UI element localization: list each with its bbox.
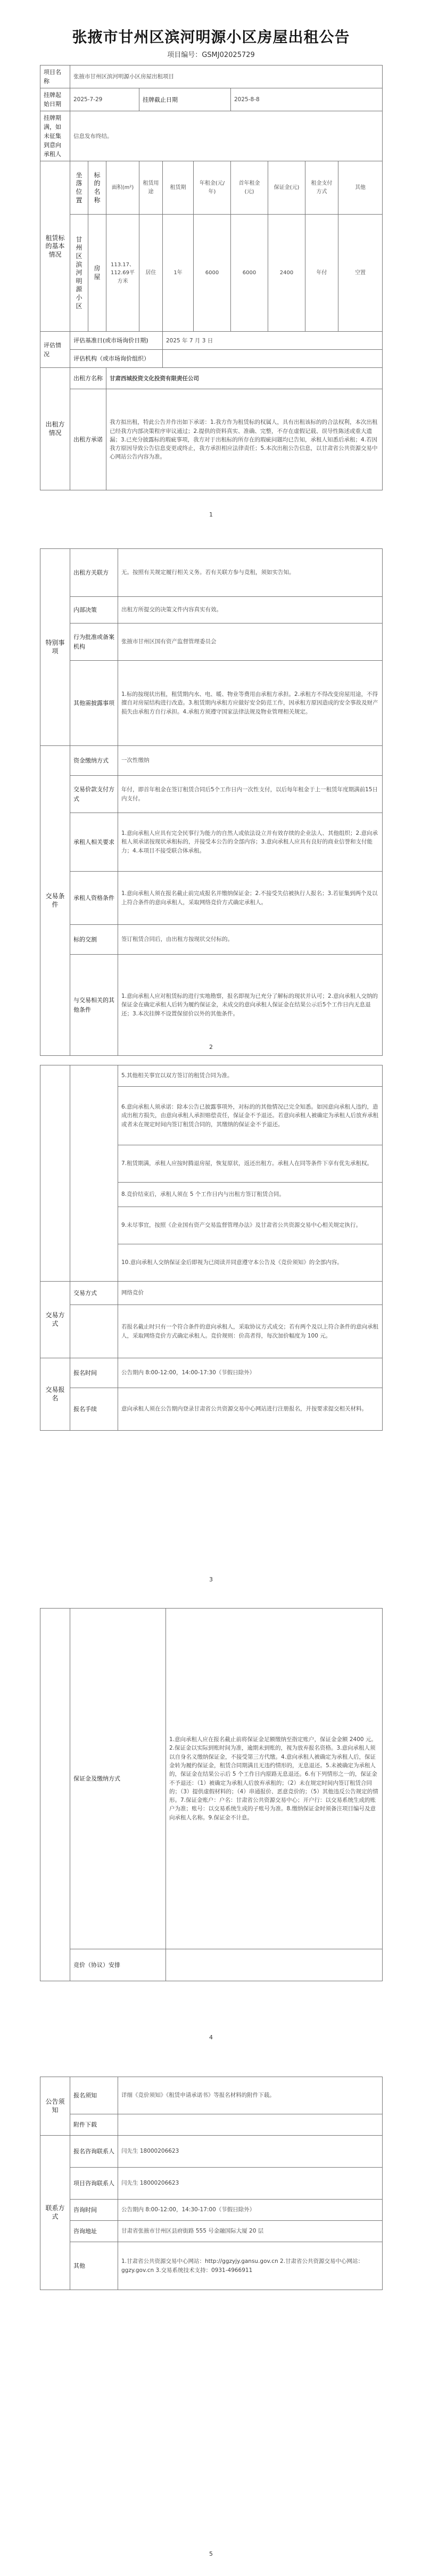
fund-label: 资金缴纳方式 [70, 746, 118, 776]
overdue-text: 信息发布终结。 [70, 111, 383, 161]
misc-value: 1.甘肃省公共资源交易中心网站：http://ggzyjy.gansu.gov.cn 2.甘肃省公共资源交易中心网站：ggzy.gov.cn 3.交易系统技术支持：0931-4966911 [118, 2242, 383, 2290]
disclose-label: 其他需披露事项 [70, 661, 118, 746]
cond-9: 9.未尽事宜，按照《企业国有资产交易监督管理办法》及甘肃省公共资源交易中心相关规定执行。 [118, 1207, 383, 1244]
page-number: 2 [209, 1044, 213, 1051]
lessor-commit-label: 出租方承诺 [70, 389, 106, 490]
cond-6: 6.意向承租人须承诺：除本公告已披露事项外，对标的的其他情况已完全知悉。如因意向承租人违约，造成出租方损失，由意向承租人承担赔偿责任，保证金不予退还。若意向承租人被确定为承租人后放弃承租或者未在规定时间内签订租赁合同的，其缴纳的保证金不予退还。 [118, 1087, 383, 1145]
cell-term: 1年 [163, 215, 194, 332]
notice-value: 详细《竞价须知》《租赁申请承诺书》等报名材料的附件下载。 [118, 2077, 383, 2114]
col-deposit: 保证金(元) [268, 161, 305, 215]
cell-location: 甘州区滨河明源小区 [70, 215, 88, 332]
lessor-name-label: 出租方名称 [70, 368, 106, 389]
cell-use: 居住 [139, 215, 163, 332]
start-date: 2025-7-29 [70, 88, 139, 111]
apply-time: 公告期内 8:00-12:00，14:00-17:30（节假日除外） [118, 1358, 383, 1388]
other-cond-label: 与交易相关的其他条件 [70, 955, 118, 1056]
special-section-label: 特别事项 [40, 549, 70, 746]
apply-proc: 意向承租人须在公告期内登录甘肃省公共资源交易中心网站进行注册报名，并按要求提交相关材料。 [118, 1388, 383, 1431]
cell-name: 房屋 [88, 215, 106, 332]
contact-table [40, 2077, 383, 2290]
time-label: 咨询时间 [70, 2200, 118, 2221]
project-number: 项目编号：GSMJ02025729 [167, 51, 255, 59]
deposit-value: 1.意向承租人应在报名截止前将保证金足额缴纳至指定账户，保证金金额 2400 元。2.保证金以实际到账时间为准，逾期未到账的，视为放弃报名资格。3.意向承租人须以自身名义缴纳保证金，不接受第三方代缴。4.意向承租人被确定为承租人后，保证金转为履约保证金，租赁合同期满且无违约情形的，无息退还。5.未被确定为承租人的，保证金在结果公示后 5 个工作日内原路无息退还。6.有下列情形之一的，保证金不予退还：（1）被确定为承租人后放弃承租的；（2）未在规定时间内签订租赁合同的；（3）提供虚假材料的；（4）串通报价、恶意竞价的；（5）其他违反公告规定的情形。7.保证金账户：户名：甘肃省公共资源交易中心；开户行：以交易系统生成的账户为准；账号：以交易系统生成的子账号为准。8.缴纳保证金时须备注项目编号及意向承租人名称。9.保证金不计息。 [166, 1609, 383, 1949]
end-date: 2025-8-8 [231, 88, 383, 111]
addr-value: 甘肃省张掖市甘州区县府街路 555 号金融国际大厦 20 层 [118, 2221, 383, 2242]
start-date-label: 挂牌起始日期 [40, 88, 70, 111]
col-other: 其他 [338, 161, 383, 215]
qual-label: 承租人资格条件 [70, 872, 118, 925]
arrange-value [166, 1949, 383, 1981]
notice-label: 报名须知 [70, 2077, 118, 2114]
basic-info-table [40, 65, 383, 490]
apply-time-label: 报名时间 [70, 1358, 118, 1388]
approval-value: 张掖市甘州区国有资产监督管理委员会 [118, 624, 383, 661]
overdue-label: 挂牌期满，如未征集到意向承租人 [40, 111, 70, 161]
related-label: 出租方关联方 [70, 549, 118, 597]
contact-section-label: 联系方式 [40, 2136, 70, 2290]
method-value: 网络竞价 [118, 1282, 383, 1305]
pay-label: 交易价款支付方式 [70, 776, 118, 813]
page-number: 3 [209, 1576, 213, 1583]
deposit-blank [40, 1609, 70, 1981]
handover-value: 签订租赁合同后，由出租方按现状交付标的。 [118, 925, 383, 955]
c2-label: 项目咨询联系人 [70, 2168, 118, 2200]
col-term: 租赁期 [163, 161, 194, 215]
c2-value: 闫先生 18000206623 [118, 2168, 383, 2200]
cell-area: 113.17、112.69平方米 [106, 215, 139, 332]
page-number: 1 [209, 511, 213, 518]
fund-value: 一次性缴纳 [118, 746, 383, 776]
addr-label: 咨询地址 [70, 2221, 118, 2242]
disclose-value: 1.标的按现状出租，租赁期内水、电、暖、物业等费用由承租方承担。2.承租方不得改变房屋用途，不得擅自对房屋结构进行改造。3.租赁期内承租方应做好安全防范工作，因承租方原因造成的安全事故及财产损失由承租方自行承担。4.承租方须遵守国家法律法规及物业管理相关规定。 [118, 661, 383, 746]
col-first-rent: 首年租金(元) [231, 161, 268, 215]
cell-annual-rent: 6000 [194, 215, 231, 332]
lessor-name: 甘肃西城投资文化投资有限责任公司 [106, 368, 383, 389]
qual-value: 1.意向承租人须在报名截止前完成报名并缴纳保证金；2.不接受失信被执行人报名；3.若征集到两个及以上符合条件的意向承租人，采取网络竞价方式确定承租人。 [118, 872, 383, 925]
trade-section-label: 交易条件 [40, 746, 70, 1056]
lessor-section-label: 出租方情况 [40, 368, 70, 490]
notice-section-label: 公告须知 [40, 2077, 70, 2136]
lessor-commit: 我方拟出租，特此公告并作出如下承诺：1.我方作为租赁标的权属人，具有出租该标的的合法权利，本次出租已经我方内部决策程序审议通过；2.提供的资料真实、准确、完整，不存在虚假记载、误导性陈述或重大遗漏；3.已充分披露标的瑕疵事项，我方对于出租标的所存在的瑕疵问题均已告知，承租人知悉后承租；4.若因我方原因导致公告信息变更或终止，我方承担相应法律责任；5.本次出租公告信息，以甘肃省公共资源交易中心网站公告内容为准。 [106, 389, 383, 490]
attach-value[interactable] [118, 2114, 383, 2136]
apply-proc-label: 报名手续 [70, 1388, 118, 1431]
page-number: 5 [209, 2550, 213, 2557]
c1-value: 闫先生 18000206623 [118, 2136, 383, 2168]
col-area: 面积(m²) [106, 161, 139, 215]
decision-value: 出租方所提交的决策文件内容真实有效。 [118, 597, 383, 624]
deposit-table [40, 1608, 383, 1981]
misc-label: 其他 [70, 2242, 118, 2290]
rule-label [70, 1305, 118, 1358]
trade-method-table [40, 1065, 383, 1431]
other-cond-value: 1.意向承租人应对租赁标的进行实地勘察，报名即视为已充分了解标的现状并认可；2.意向承租人交纳的保证金在确定承租人后转为履约保证金，未成交的意向承租人保证金在结果公示后5个工作日内无息退还；3.本次挂牌不设置保留价以外的其他条件。 [118, 955, 383, 1056]
cond-10: 10.意向承租人交纳保证金后即视为已阅读并同意遵守本公告及《竞价须知》的全部内容。 [118, 1244, 383, 1282]
project-name: 张掖市甘州区滨河明源小区房屋出租项目 [70, 65, 383, 88]
method-label: 交易方式 [70, 1282, 118, 1305]
eval-section-label: 评估情况 [40, 332, 70, 368]
page-title: 张掖市甘州区滨河明源小区房屋出租公告 [72, 28, 350, 46]
req-label: 承租人相关要求 [70, 813, 118, 872]
approval-label: 行为批准或备案机构 [70, 624, 118, 661]
time-value: 公告期内 8:00-12:00，14:30-17:00（节假日除外） [118, 2200, 383, 2221]
cond-5: 5.其他相关事宜以双方签订的租赁合同为准。 [118, 1065, 383, 1087]
lease-section-label: 租赁标的基本情况 [40, 161, 70, 332]
col-name: 标的名称 [88, 161, 106, 215]
req-value: 1.意向承租人应具有完全民事行为能力的自然人或依法设立并有效存续的企业法人、其他组织；2.意向承租人须承诺按现状承租标的，并接受本公告的全部内容；3.意向承租人应具有良好的商业信誉和支付能力；4.本项目不接受联合体承租。 [118, 813, 383, 872]
cell-first-rent: 6000 [231, 215, 268, 332]
eval-org [163, 350, 383, 368]
end-date-label: 挂牌截止日期 [139, 88, 231, 111]
col-payment: 租金支付方式 [305, 161, 338, 215]
col-use: 租赁用途 [139, 161, 163, 215]
eval-date: 2025 年 7 月 3 日 [163, 332, 383, 350]
pay-value: 年付，即首年租金在签订租赁合同后5个工作日内一次性支付，以后每年租金于上一租赁年度期满前15日内支付。 [118, 776, 383, 813]
cond-8: 8.竞价结束后，承租人须在 5 个工作日内与出租方签订租赁合同。 [118, 1183, 383, 1207]
cell-deposit: 2400 [268, 215, 305, 332]
arrange-label: 竞价（协议）安排 [70, 1949, 166, 1981]
cell-other: 空置 [338, 215, 383, 332]
attach-label: 附件下载 [70, 2114, 118, 2136]
c1-label: 报名咨询联系人 [70, 2136, 118, 2168]
deposit-label: 保证金及缴纳方式 [70, 1609, 166, 1949]
col-location: 坐落位置 [70, 161, 88, 215]
decision-label: 内部决策 [70, 597, 118, 624]
cond-7: 7.租赁期满，承租人应按时腾退房屋，恢复原状，返还出租方。承租人在同等条件下享有优先承租权。 [118, 1145, 383, 1183]
cont-blank-2 [70, 1065, 118, 1282]
cell-payment: 年付 [305, 215, 338, 332]
project-name-label: 项目名称 [40, 65, 70, 88]
rule-value: 若报名截止时只有一个符合条件的意向承租人，采取协议方式成交；若有两个及以上符合条件的意向承租人，采取网络竞价方式确定承租人。竞价规则：价高者得，每次加价幅度为 100 元。 [118, 1305, 383, 1358]
apply-section-label: 交易报名 [40, 1358, 70, 1431]
special-trade-table [40, 548, 383, 1056]
page-number: 4 [209, 2034, 213, 2041]
eval-date-label: 评估基准日(或市场询价日期) [70, 332, 163, 350]
cont-blank [40, 1065, 70, 1282]
related-value: 无。按照有关规定履行相关义务。若有关联方参与竞租，须如实告知。 [118, 549, 383, 597]
method-section-label: 交易方式 [40, 1282, 70, 1358]
col-annual-rent: 年租金(元/年) [194, 161, 231, 215]
handover-label: 标的交割 [70, 925, 118, 955]
eval-org-label: 评估机构（或市场询价组织） [70, 350, 163, 368]
